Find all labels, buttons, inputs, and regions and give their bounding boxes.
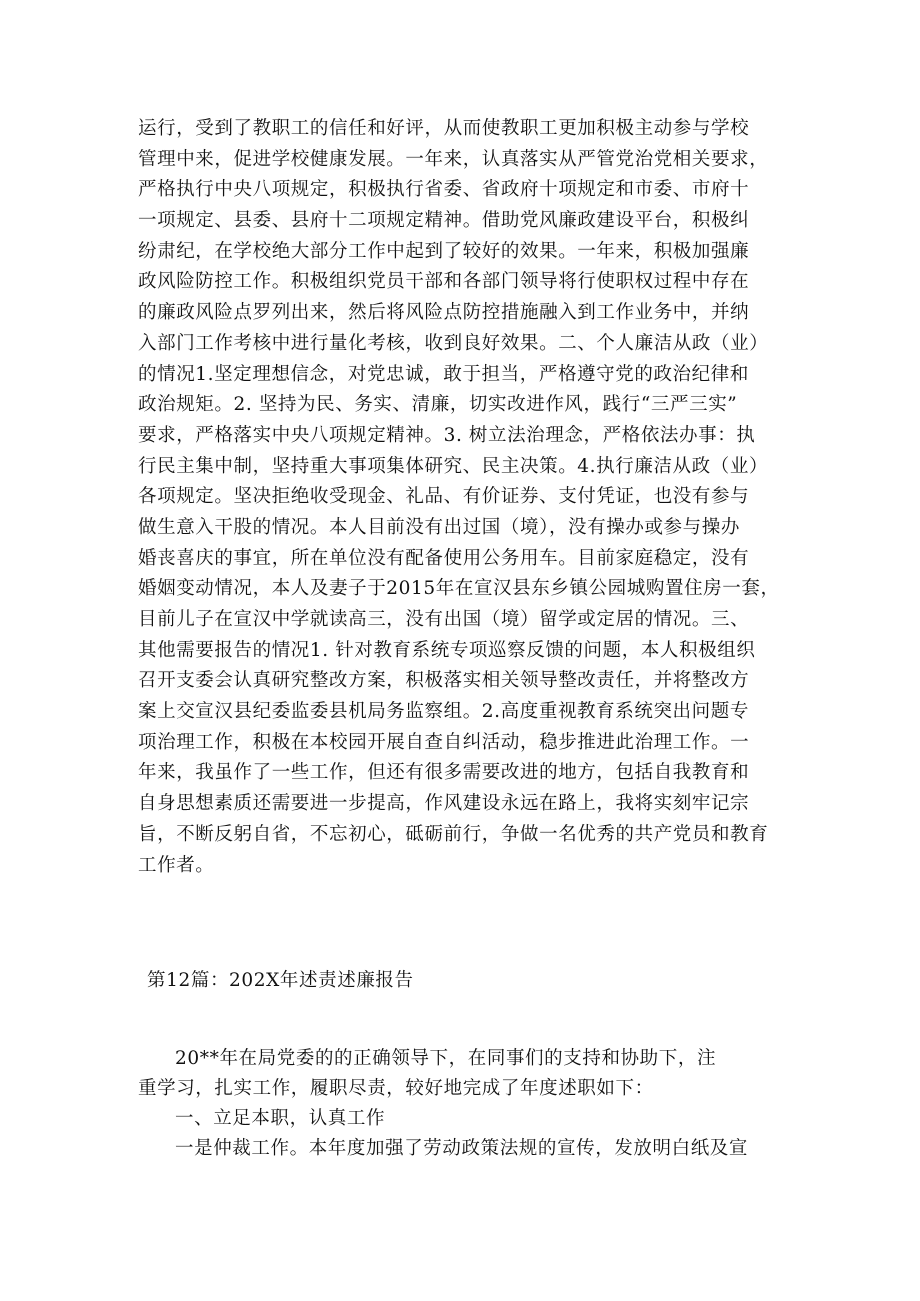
text-line: 入部门工作考核中进行量化考核，收到良好效果。二、个人廉洁从政（业）: [138, 332, 769, 354]
text-line: 婚丧喜庆的事宜，所在单位没有配备使用公务用车。目前家庭稳定，没有: [138, 547, 750, 569]
text-line: 的情况1.坚定理想信念，对党忠诚，敢于担当，严格遵守党的政治纪律和: [138, 363, 749, 385]
text-line: 行民主集中制，坚持重大事项集体研究、民主决策。4.执行廉洁从政（业）: [138, 455, 769, 477]
text-line: 运行，受到了教职工的信任和好评，从而使教职工更加积极主动参与学校: [138, 118, 750, 139]
section-body: [138, 1044, 798, 1164]
report-paragraph: [138, 114, 788, 881]
text-line: 做生意入干股的情况。本人目前没有出过国（境），没有操办或参与操办: [138, 516, 740, 538]
text-line: 召开支委会认真研究整改方案，积极落实相关领导整改责任，并将整改方: [138, 670, 750, 692]
text-line: 一是仲裁工作。本年度加强了劳动政策法规的宣传，发放明白纸及宣: [175, 1138, 749, 1159]
text-line: 旨，不断反躬自省，不忘初心，砥砺前行，争做一名优秀的共产党员和教育: [138, 823, 769, 845]
text-line: 政风险防控工作。积极组织党员干部和各部门领导将行使职权过程中存在: [138, 271, 750, 293]
text-line: 严格执行中央八项规定，积极执行省委、省政府十项规定和市委、市府十: [138, 179, 750, 201]
text-line: 项治理工作，积极在本校园开展自查自纠活动，稳步推进此治理工作。一: [138, 731, 750, 753]
text-line: 工作者。: [138, 854, 215, 876]
text-line: 一项规定、县委、县府十二项规定精神。借助党风廉政建设平台，积极纠: [138, 210, 750, 232]
text-line: 管理中来，促进学校健康发展。一年来，认真落实从严管党治党相关要求，: [138, 148, 769, 170]
text-line: 要求，严格落实中央八项规定精神。3. 树立法治理念，严格依法办事：执: [138, 424, 756, 446]
text-line: 目前儿子在宣汉中学就读高三，没有出国（境）留学或定居的情况。三、: [138, 609, 750, 630]
text-line: 重学习，扎实工作，履职尽责，较好地完成了年度述职如下：: [138, 1078, 654, 1099]
text-line: 其他需要报告的情况1. 针对教育系统专项巡察反馈的问题，本人积极组织: [138, 639, 756, 661]
text-line: 自身思想素质还需要进一步提高，作风建设永远在路上，我将实刻牢记宗: [138, 793, 750, 815]
text-line: 纷肃纪，在学校绝大部分工作中起到了较好的效果。一年来，积极加强廉: [138, 240, 750, 262]
text-line: 政治规矩。2. 坚持为民、务实、清廉，切实改进作风，践行“三严三实”: [138, 394, 738, 416]
text-line: 婚姻变动情况，本人及妻子于2015年在宣汉县东乡镇公园城购置住房一套，: [138, 578, 780, 600]
text-line: 20**年在局党委的的正确领导下，在同事们的支持和协助下，注: [175, 1048, 717, 1069]
text-line: 的廉政风险点罗列出来，然后将风险点防控措施融入到工作业务中，并纳: [138, 302, 750, 324]
section-heading: 第12篇：202X年述责述廉报告: [147, 970, 414, 991]
subheading-line: 一、立足本职，认真工作: [175, 1108, 386, 1129]
text-line: 年来，我虽作了一些工作，但还有很多需要改进的地方，包括自我教育和: [138, 762, 750, 784]
text-line: 案上交宣汉县纪委监委县机局务监察组。2.高度重视教育系统突出问题专: [138, 701, 749, 723]
text-line: 各项规定。坚决拒绝收受现金、礼品、有价证券、支付凭证，也没有参与: [138, 486, 750, 508]
